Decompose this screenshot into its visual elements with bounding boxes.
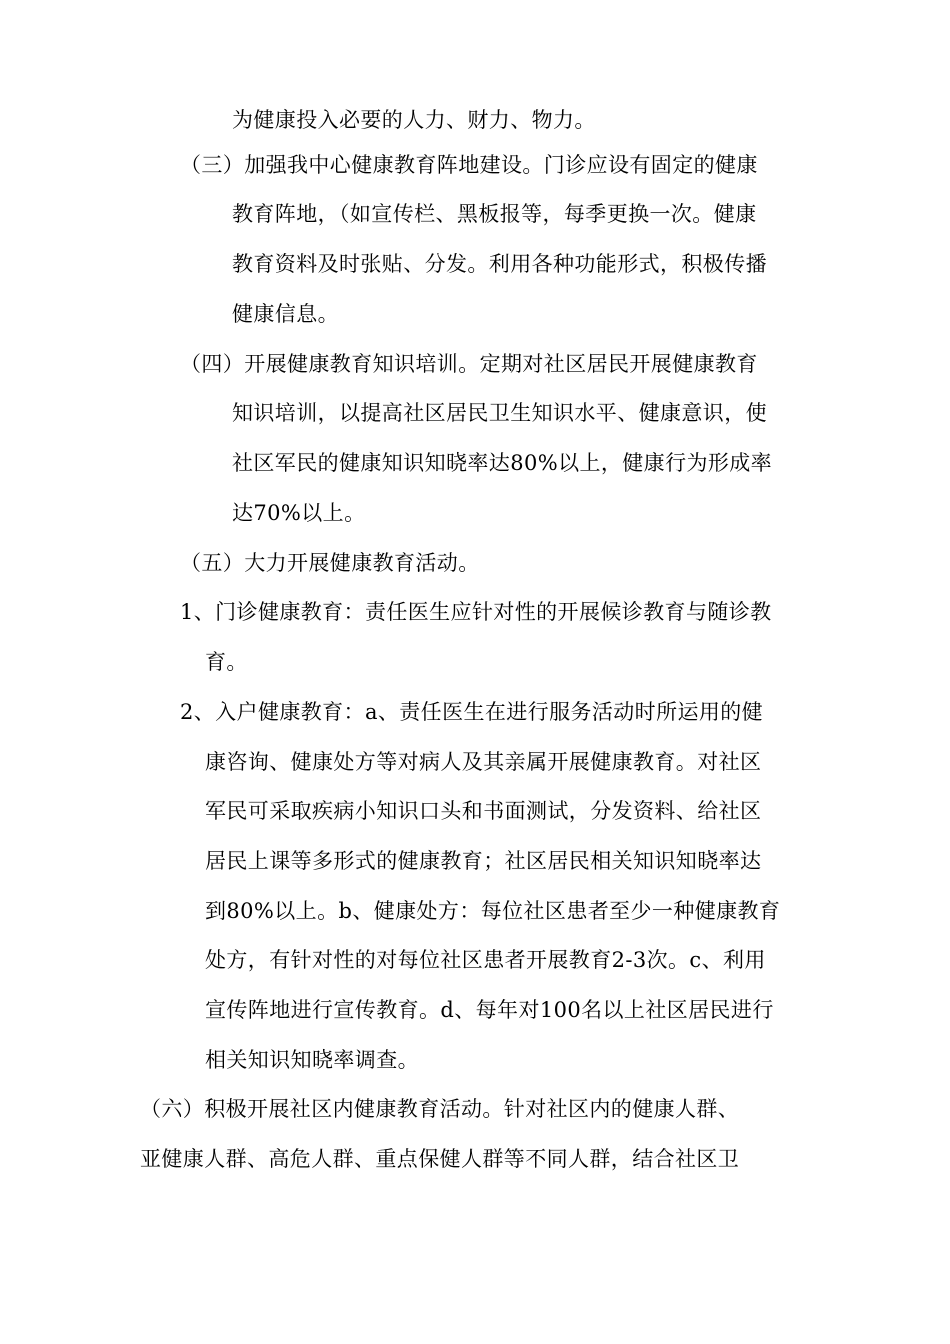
- text-line: 教育资料及时张贴、分发。利用各种功能形式，积极传播: [232, 252, 767, 276]
- text-line: 知识培训，以提高社区居民卫生知识水平、健康意识，使: [232, 401, 767, 425]
- section-heading-5: （五）大力开展健康教育活动。: [180, 551, 480, 575]
- text-line: 居民上课等多形式的健康教育；社区居民相关知识知晓率达: [205, 849, 762, 873]
- text-line: 健康信息。: [232, 302, 339, 326]
- text-line: 康咨询、健康处方等对病人及其亲属开展健康教育。对社区: [205, 750, 762, 774]
- text-line: 宣传阵地进行宣传教育。d、每年对100名以上社区居民进行: [205, 998, 774, 1022]
- section-heading-6: （六）积极开展社区内健康教育活动。针对社区内的健康人群、: [140, 1097, 740, 1121]
- text-line: 达70%以上。: [232, 501, 366, 525]
- text-line: 军民可采取疾病小知识口头和书面测试，分发资料、给社区: [205, 799, 762, 823]
- section-heading-3: （三）加强我中心健康教育阵地建设。门诊应设有固定的健康: [180, 153, 758, 177]
- text-line: 亚健康人群、高危人群、重点保健人群等不同人群，结合社区卫: [140, 1147, 740, 1171]
- text-line: 社区军民的健康知识知晓率达80%以上，健康行为形成率: [232, 451, 773, 475]
- text-line: 育。: [205, 650, 248, 674]
- text-line: 相关知识知晓率调查。: [205, 1048, 419, 1072]
- list-item-1: 1、门诊健康教育：责任医生应针对性的开展候诊教育与随诊教: [180, 600, 772, 624]
- text-line: 为健康投入必要的人力、财力、物力。: [232, 108, 596, 132]
- list-item-2: 2、入户健康教育：a、责任医生在进行服务活动时所运用的健: [180, 700, 764, 724]
- text-line: 处方，有针对性的对每位社区患者开展教育2-3次。c、利用: [205, 948, 766, 972]
- section-heading-4: （四）开展健康教育知识培训。定期对社区居民开展健康教育: [180, 352, 758, 376]
- text-line: 教育阵地，（如宣传栏、黑板报等，每季更换一次。健康: [232, 202, 757, 226]
- text-line: 到80%以上。b、健康处方：每位社区患者至少一种健康教育: [205, 899, 781, 923]
